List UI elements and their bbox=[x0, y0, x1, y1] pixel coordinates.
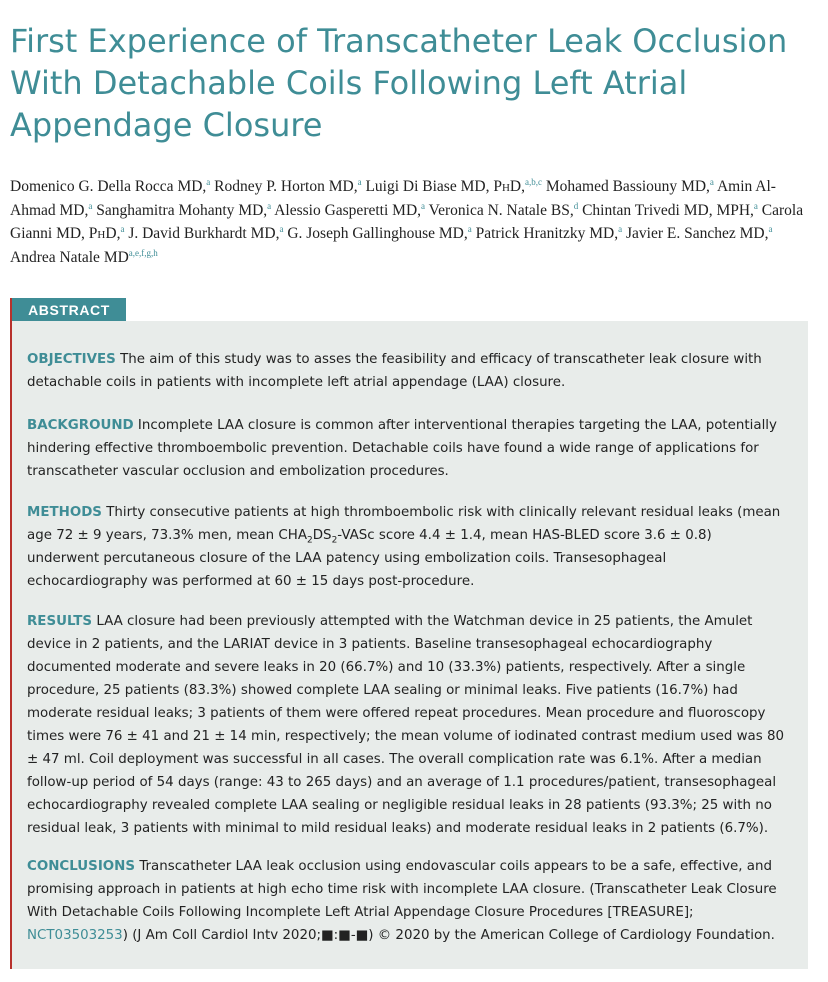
author-affiliation: a bbox=[753, 200, 758, 211]
author-degree: MD, bbox=[392, 201, 422, 219]
author-name: Amin Al-Ahmad bbox=[10, 178, 776, 219]
results-section bbox=[27, 610, 787, 840]
conclusions-section bbox=[27, 855, 787, 947]
conclusions-close-paren: ) bbox=[122, 928, 128, 943]
author-affiliation: a bbox=[357, 177, 362, 187]
author-name: Andrea Natale bbox=[10, 248, 100, 266]
author-affiliation: a bbox=[279, 224, 284, 234]
author-entry bbox=[96, 202, 271, 219]
objectives-section bbox=[27, 348, 787, 394]
author-name: Patrick Hranitzky bbox=[475, 225, 586, 242]
author-affiliation: a bbox=[768, 224, 773, 234]
author-entry bbox=[10, 249, 158, 266]
author-entry bbox=[546, 178, 714, 195]
author-entry bbox=[10, 178, 210, 195]
author-affiliation: d bbox=[573, 200, 579, 211]
author-entry bbox=[214, 178, 361, 195]
author-degree: MD, MPH, bbox=[683, 201, 754, 219]
trial-registration-link[interactable]: NCT03503253 bbox=[27, 928, 123, 943]
author-degree: BS, bbox=[550, 201, 574, 219]
author-name: Mohamed Bassiouny bbox=[545, 178, 678, 195]
author-affiliation: a bbox=[206, 177, 211, 187]
author-name: J. David Burkhardt bbox=[128, 225, 247, 242]
author-entry bbox=[429, 202, 579, 219]
methods-text-1: Thirty consecutive patients at high thromboembolic risk with clinically relevant residual leaks (mean age 72 ± 9 years, 73.3% men, mean CHA bbox=[27, 505, 781, 543]
author-name: Veronica N. Natale bbox=[428, 201, 547, 219]
author-affiliation: a,e,f,g,h bbox=[128, 247, 158, 258]
background-label: BACKGROUND bbox=[27, 418, 134, 433]
author-affiliation: a bbox=[421, 200, 426, 211]
methods-subscript-2: 2 bbox=[331, 535, 338, 546]
conclusions-label: CONCLUSIONS bbox=[27, 859, 136, 874]
background-text: Incomplete LAA closure is common after interventional therapies targeting the LAA, potentially hindering effective thromboembolic prevention. Detachable coils have found a wide range of applications for transcatheter vascular occlusion and embolization procedures. bbox=[27, 418, 777, 479]
author-degree: MD, bbox=[59, 201, 89, 219]
author-name: Rodney P. Horton bbox=[214, 178, 325, 195]
author-degree: MD bbox=[103, 248, 129, 266]
author-name: Alessio Gasperetti bbox=[274, 201, 389, 219]
methods-text-2: DS bbox=[312, 528, 332, 543]
author-degree: MD, bbox=[681, 178, 710, 195]
author-affiliation: a bbox=[709, 177, 714, 187]
author-degree: MD, bbox=[438, 225, 468, 242]
author-name: Chintan Trivedi bbox=[582, 201, 680, 219]
author-affiliation: a bbox=[88, 200, 93, 211]
author-degree: MD, bbox=[739, 225, 769, 242]
author-degree: MD, bbox=[238, 201, 268, 219]
conclusions-text: Transcatheter LAA leak occlusion using endovascular coils appears to be a safe, effective, and promising approach in patients at high echo time risk with incomplete LAA closure. (Transcatheter Leak Closure With Detachable Coils Following Incomplete Left Atrial Appendage Closure Procedures [TREASURE]; bbox=[27, 859, 777, 920]
author-list bbox=[10, 175, 820, 269]
author-affiliation: a bbox=[467, 224, 472, 234]
methods-section bbox=[27, 501, 787, 593]
objectives-text: The aim of this study was to asses the feasibility and efficacy of transcatheter leak closure with detachable coils in patients with incomplete left atrial appendage (LAA) closure. bbox=[27, 352, 762, 390]
author-name: Sanghamitra Mohanty bbox=[96, 201, 235, 219]
author-degree-smallcaps: h bbox=[97, 225, 106, 242]
author-degree: MD, bbox=[589, 225, 619, 242]
author-degree-smallcaps: h bbox=[501, 178, 510, 195]
author-affiliation: a bbox=[120, 224, 125, 234]
abstract-label: ABSTRACT bbox=[10, 298, 126, 322]
methods-text-3: -VASc score 4.4 ± 1.4, mean HAS-BLED score 3.6 ± 0.8) underwent percutaneous closure of the LAA patency using embolization coils. Transesophageal echocardiography was performed at 60 ± 15 days post-procedure. bbox=[27, 528, 712, 589]
author-entry bbox=[626, 225, 772, 242]
author-name: Javier E. Sanchez bbox=[625, 225, 736, 242]
author-name: Luigi Di Biase bbox=[365, 178, 457, 195]
author-entry bbox=[476, 225, 623, 242]
author-entry bbox=[582, 202, 758, 219]
citation-text: (J Am Coll Cardiol Intv 2020;■:■-■) © 2020 by the American College of Cardiology Foundation. bbox=[132, 928, 775, 943]
author-degree: MD, bbox=[328, 178, 358, 195]
author-entry bbox=[128, 225, 283, 242]
objectives-label: OBJECTIVES bbox=[27, 352, 116, 367]
author-name: G. Joseph Gallinghouse bbox=[287, 225, 435, 242]
author-entry bbox=[274, 202, 425, 219]
author-degree: MD, bbox=[250, 225, 280, 242]
author-degree: MD, P bbox=[56, 225, 98, 242]
author-degree-suffix: D, bbox=[105, 225, 121, 242]
author-affiliation: a,b,c bbox=[525, 177, 542, 187]
methods-label: METHODS bbox=[27, 505, 102, 520]
results-label: RESULTS bbox=[27, 614, 93, 629]
author-degree: MD, P bbox=[460, 178, 502, 195]
author-name: Carola Gianni bbox=[10, 201, 804, 242]
author-entry bbox=[365, 178, 542, 195]
article-title: First Experience of Transcatheter Leak Occlusion With Detachable Coils Following Left Atrial Appendage Closure bbox=[10, 22, 788, 144]
methods-subscript-1: 2 bbox=[307, 535, 313, 546]
author-name: Domenico G. Della Rocca bbox=[10, 178, 174, 195]
author-degree-suffix: D, bbox=[509, 178, 525, 195]
author-entry bbox=[287, 225, 471, 242]
background-section bbox=[27, 414, 787, 483]
author-affiliation: a bbox=[267, 200, 272, 211]
results-text: LAA closure had been previously attempted with the Watchman device in 25 patients, the Amulet device in 2 patients, and the LARIAT device in 3 patients. Baseline transesophageal echocardiography documented moderate and severe leaks in 20 (66.7%) and 10 (33.3%) patients, respectively. After a single procedure, 25 patients (83.3%) showed complete LAA sealing or minimal leaks. Five patients (16.7%) had moderate residual leaks; 3 patients of them were offered repeat procedures. Mean procedure and fluoroscopy times were 76 ± 41 and 21 ± 14 min, respectively; the mean volume of iodinated contrast medium used was 80 ± 47 ml. Coil deployment was successful in all cases. The overall complication rate was 6.1%. After a median follow-up period of 54 days (range: 43 to 265 days) and an average of 1.1 procedures/patient, transesophageal echocardiography revealed complete LAA sealing or negligible residual leaks in 28 patients (93.3%; 25 with no residual leak, 3 patients with minimal to mild residual leaks) and moderate residual leaks in 2 patients (6.7%). bbox=[27, 614, 785, 836]
author-degree: MD, bbox=[177, 178, 207, 195]
author-affiliation: a bbox=[618, 224, 623, 234]
